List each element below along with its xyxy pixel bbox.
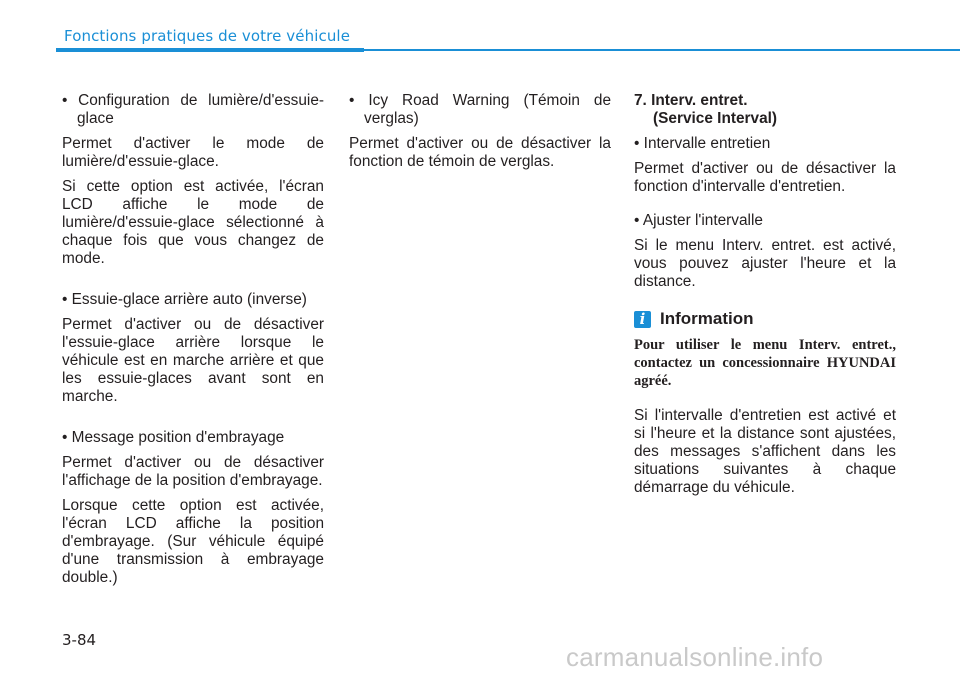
paragraph: Permet d'activer ou de désactiver l'affichage de la position d'embrayage. <box>62 454 324 489</box>
paragraph: Si l'intervalle d'entretien est activé et si l'heure et la distance sont ajustées, des messages s'affichent dans les situations suivantes à chaque démarrage du véhicule. <box>634 407 896 496</box>
bullet-icy-road-warning: • Icy Road Warning (Témoin de verglas) <box>349 92 611 127</box>
section-subtitle: (Service Interval) <box>653 110 778 127</box>
column-2 <box>349 92 611 178</box>
header-rule-thick <box>56 48 364 52</box>
paragraph: Si cette option est activée, l'écran LCD affiche le mode de lumière/d'essuie-glace sélectionné à chaque fois que vous changez de mode. <box>62 178 324 267</box>
info-icon: i <box>634 311 651 328</box>
column-3 <box>634 92 896 504</box>
information-text: Pour utiliser le menu Interv. entret., contactez un concessionnaire HYUNDAI agréé. <box>634 337 896 389</box>
information-heading <box>634 310 896 328</box>
paragraph: Permet d'activer ou de désactiver la fonction d'intervalle d'entretien. <box>634 160 896 195</box>
header-rule-thin <box>364 49 960 51</box>
paragraph: Permet d'activer ou de désactiver l'essuie-glace arrière lorsque le véhicule est en marche arrière et que les essuie-glaces avant sont en marche. <box>62 316 324 405</box>
section-title: 7. Interv. entret. <box>634 92 748 109</box>
paragraph: Permet d'activer le mode de lumière/d'essuie-glace. <box>62 135 324 170</box>
bullet-adjust-interval: • Ajuster l'intervalle <box>634 212 763 229</box>
bullet-clutch-message: • Message position d'embrayage <box>62 429 285 446</box>
column-1 <box>62 92 324 594</box>
page-header-title: Fonctions pratiques de votre véhicule <box>64 27 351 45</box>
watermark: carmanualsonline.info <box>566 642 824 672</box>
bullet-light-wiper-config: • Configuration de lumière/d'essuie-glace <box>62 92 324 127</box>
bullet-service-interval: • Intervalle entretien <box>634 135 771 152</box>
page-number: 3-84 <box>62 631 97 649</box>
bullet-rear-wiper: • Essuie-glace arrière auto (inverse) <box>62 291 307 308</box>
paragraph: Permet d'activer ou de désactiver la fonction de témoin de verglas. <box>349 135 611 170</box>
paragraph: Lorsque cette option est activée, l'écran LCD affiche la position d'embrayage. (Sur véhicule équipé d'une transmission à embrayage double.) <box>62 497 324 586</box>
paragraph: Si le menu Interv. entret. est activé, vous pouvez ajuster l'heure et la distance. <box>634 237 896 290</box>
information-title: Information <box>660 309 754 328</box>
